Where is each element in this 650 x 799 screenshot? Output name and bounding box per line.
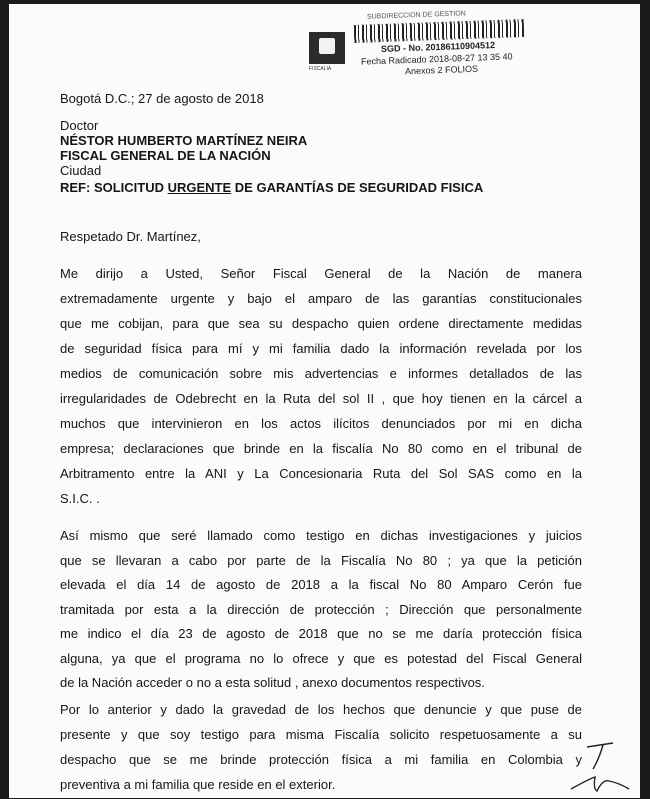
fiscalia-logo [309,32,345,64]
ref-suffix: DE GARANTÍAS DE SEGURIDAD FISICA [231,180,484,195]
stamp-header: SUBDIRECCION DE GESTION [366,10,466,21]
recipient-city: Ciudad [60,163,102,178]
paragraph-line: alguna, ya que el programa no lo ofrece y que es potestad del Fiscal General [60,650,582,666]
logo-text: FISCALIA [309,66,332,72]
paragraph-line: Me dirijo a Usted, Señor Fiscal General de la Nación de manera [60,266,582,281]
paragraph-line: Arbitramento entre la ANI y La Concesionaria Ruta del Sol SAS como en la [60,466,582,481]
recipient-title: Doctor [60,118,99,133]
stamp-anexos: Anexos 2 FOLIOS [404,63,479,77]
paragraph-line: de la Nación acceder o no a esta solitud , anexo documentos respectivos. [60,675,485,690]
paragraph-line: tramitada por esta a la dirección de protección ; Dirección que personalmente [60,601,582,617]
paragraph-line: empresa; declaraciones que brinde en la fiscalía No 80 como en el tribunal de [60,441,582,456]
paragraph-line: Por lo anterior y dado la gravedad de los hechos que denuncie y que puse de [60,702,582,717]
salutation: Respetado Dr. Martínez, [60,229,201,244]
ref-prefix: REF: SOLICITUD [60,180,168,195]
paragraph-line: me indico el día 23 de agosto de 2018 que no se me daría protección física [60,626,582,641]
paragraph-line: despacho que se me brinde protección física a mi familia en Colombia y [60,752,582,767]
recipient-block [60,118,307,178]
paragraph-line: presente y que soy testigo para misma Fiscalía solicito respetuosamente a su [60,727,582,742]
paragraph-line: preventiva a mi familia que reside en el exterior. [60,777,336,792]
signature [569,739,639,799]
paragraph-line: medios de comunicación sobre mis advertencias e informes detallados de las [60,366,582,381]
stamp-number: SGD - No. 20186110904512 [380,40,496,54]
paragraph-line: muchos que intervinieron en los actos ilícitos denunciados por mi en dicha [60,416,582,431]
paragraph-line: elevada el día 14 de agosto de 2018 a la fiscal No 80 Amparo Cerón fue [60,577,582,592]
recipient-position: FISCAL GENERAL DE LA NACIÓN [60,148,271,163]
place-date: Bogotá D.C.; 27 de agosto de 2018 [60,91,264,106]
recipient-name: NÉSTOR HUMBERTO MARTÍNEZ NEIRA [60,133,308,148]
paragraph-line: irregularidades de Odebrecht en la Ruta del sol II , que hoy tienen en la cárcel a [60,391,582,406]
paragraph-line: que me cobijan, para que sea su despacho quien ordene directamente medidas [60,316,582,331]
filing-stamp [309,10,549,77]
reference-line [60,180,483,195]
ref-urgent: URGENTE [167,180,232,195]
paragraph-line: que se llevaran a cabo por parte de la Fiscalía No 80 ; ya que la petición [60,552,582,568]
paragraph-line: de seguridad física para mí y mi familia dado la información revelada por los [60,341,582,356]
paragraph-line: extremadamente urgente y bajo el amparo de las garantías constitucionales [60,291,582,306]
paragraph-line: S.I.C. . [60,491,100,506]
letter-page [9,4,640,798]
stamp-date: Fecha Radicado 2018-08-27 13 35 40 [360,51,513,67]
barcode [354,19,525,43]
paragraph-line: Así mismo que seré llamado como testigo en dichas investigaciones y juicios [60,528,582,543]
